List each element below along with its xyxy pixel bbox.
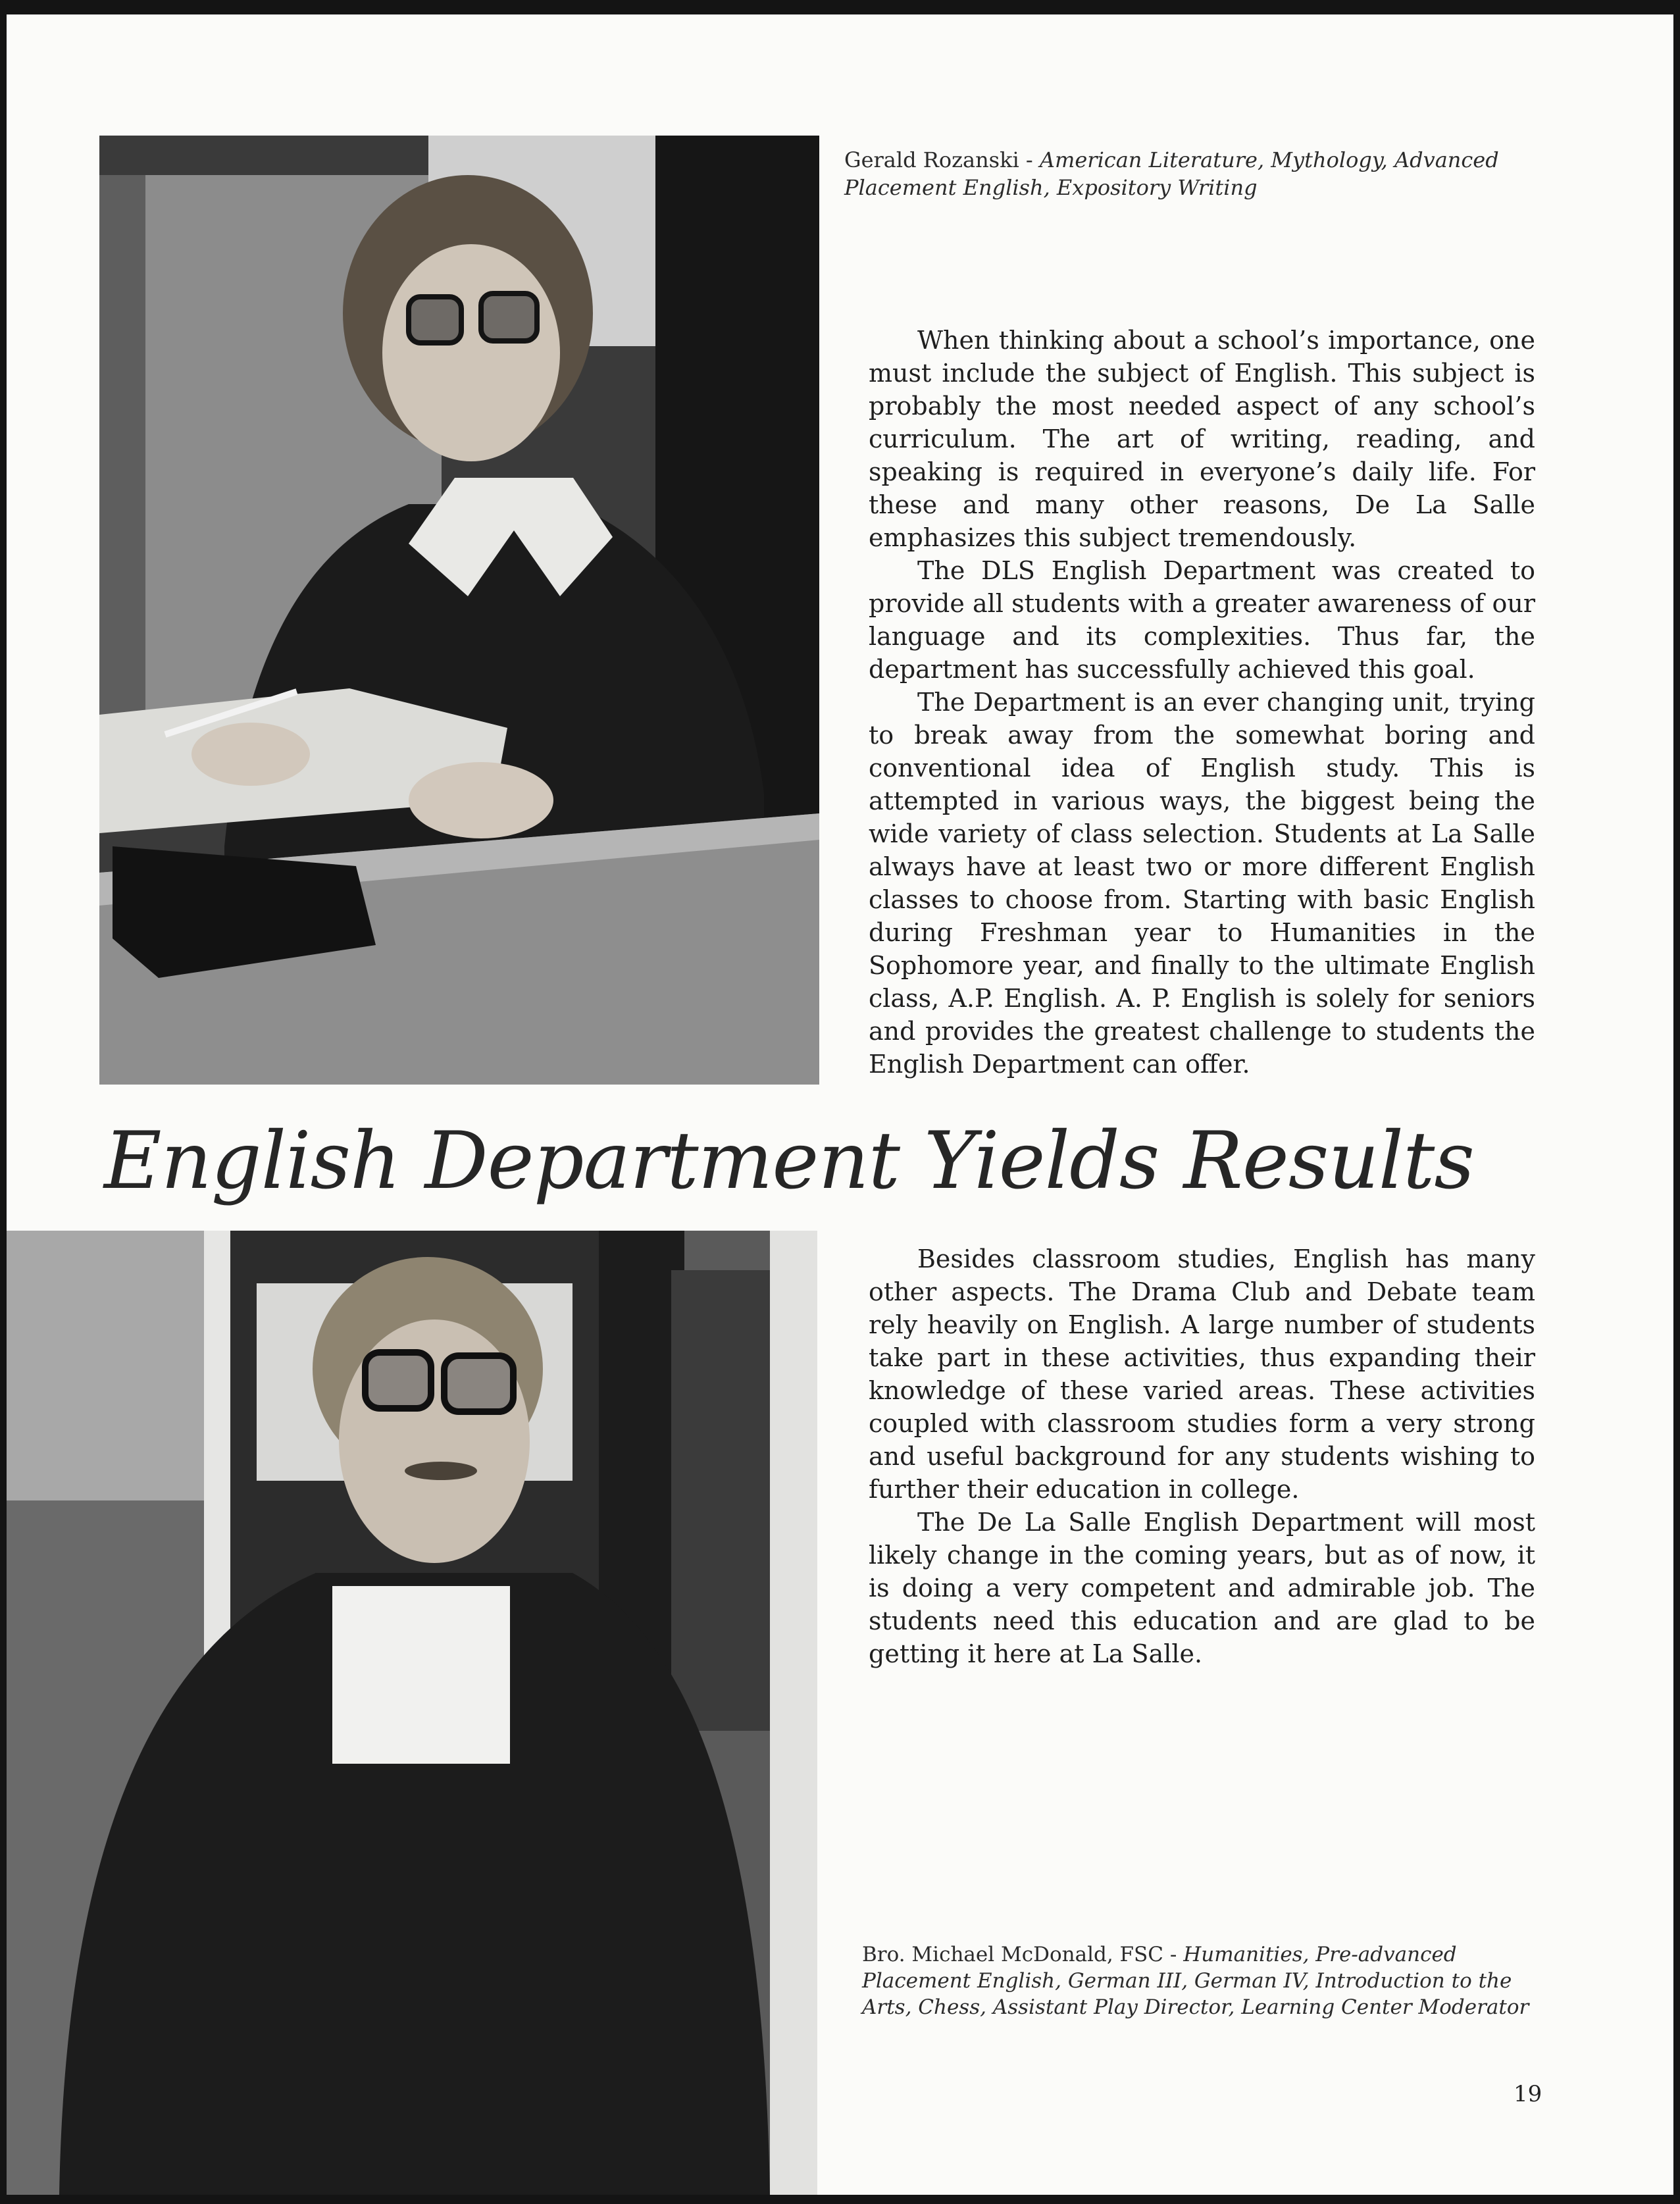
photo-caption-bottom: [862, 1941, 1540, 2020]
page-headline: English Department Yields Results: [104, 1115, 1474, 1207]
teacher-name: Gerald Rozanski -: [844, 147, 1040, 172]
article-paragraph: The Department is an ever changing unit, trying to break away from the somewhat boring and conventional idea of English study. This is attempted in various ways, the biggest being the wide variety of class selection. Students at La Salle always have at least two or more different English classes to choose from. Starting with basic English during Freshman year to Humanities in the Sophomore year, and finally to the ultimate English class, A.P. English. A. P. English is solely for seniors and provides the greatest challenge to students the English Department can offer.: [869, 688, 1535, 1079]
teacher-photo-rozanski: [99, 136, 819, 1085]
article-paragraph: When thinking about a school’s importance, one must include the subject of English. This subject is probably the most needed aspect of any school’s curriculum. The art of writing, reading, and speaking is required in everyone’s daily life. For these and many other reasons, De La Salle emphasizes this subject tremendously.: [869, 326, 1535, 552]
article-paragraph: The DLS English Department was created to provide all students with a greater awareness of our language and its complexities. Thus far, the department has successfully achieved this goal.: [869, 556, 1535, 684]
article-paragraph: The De La Salle English Department will most likely change in the coming years, but as of now, it is doing a very competent and admirable job. The students need this education and are glad to be getting it here at La Salle.: [869, 1508, 1535, 1668]
teacher-subjects: Humanities, Pre-advanced Placement English, German III, German IV, Introduction to the Arts, Chess, Assistant Play Director, Learning Center Moderator: [862, 1943, 1529, 2019]
teacher-subjects: American Literature, Mythology, Advanced Placement English, Expository Writing: [844, 147, 1499, 200]
article-body-bottom: [869, 1243, 1535, 1670]
teacher-photo-rozanski-image: [99, 136, 819, 1085]
teacher-photo-mcdonald: [7, 1231, 817, 2195]
teacher-photo-mcdonald-image: [7, 1231, 817, 2195]
article-body-top: [869, 324, 1535, 1081]
teacher-name: Bro. Michael McDonald, FSC -: [862, 1943, 1184, 1966]
article-paragraph: Besides classroom studies, English has many other aspects. The Drama Club and Debate team rely heavily on English. A large number of students take part in these activities, thus expanding their knowledge of these varied areas. These activities coupled with classroom studies form a very strong and useful background for any students wishing to further their education in college.: [869, 1244, 1535, 1504]
yearbook-page: [7, 14, 1673, 2195]
page-number: 19: [1514, 2081, 1542, 2107]
photo-caption-top: [844, 146, 1522, 201]
